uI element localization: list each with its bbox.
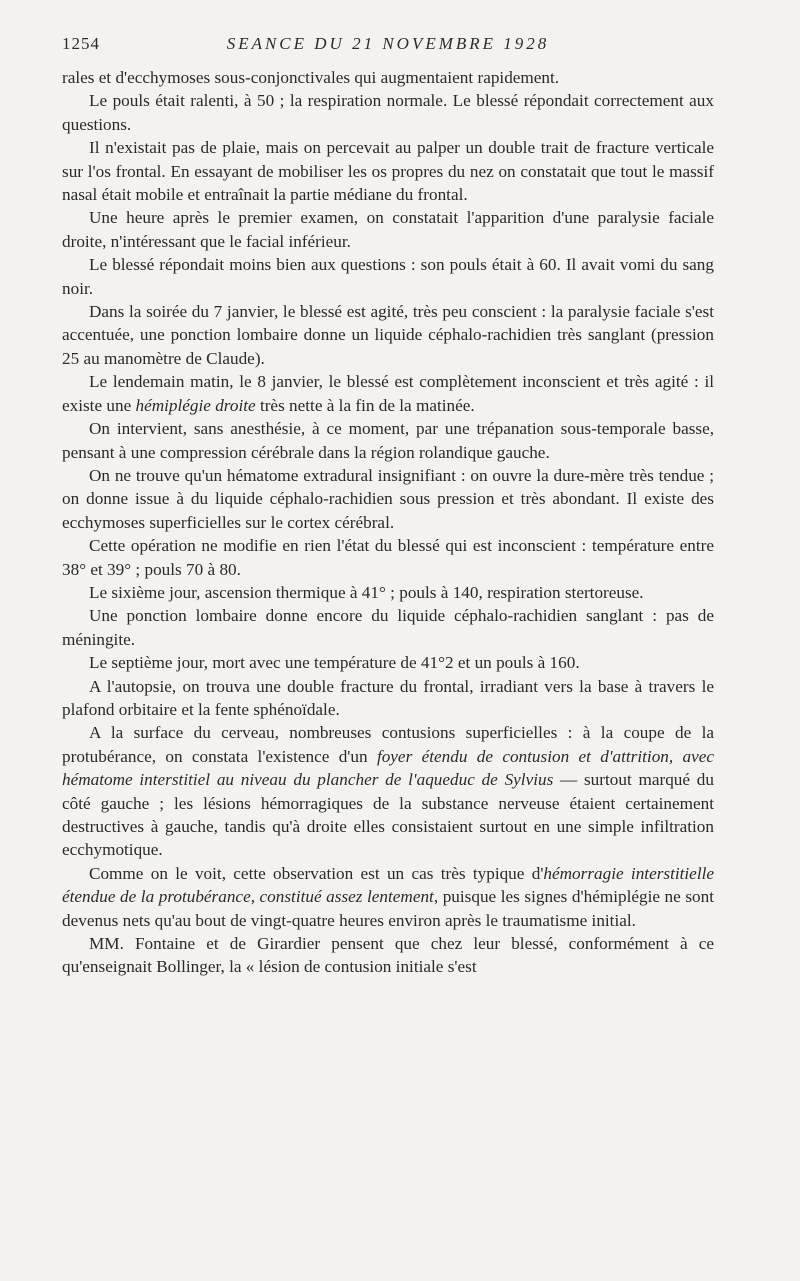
paragraph-text: A l'autopsie, on trouva une double fracture du frontal, irradiant vers la base à travers le plafond orbitaire et la fente sphénoïdale.	[62, 676, 714, 719]
italic-phrase: hémorragie interstitielle étendue de la protubérance, constitué assez lentement	[62, 863, 714, 907]
paragraph-text: Le pouls était ralenti, à 50 ; la respiration normale. Le blessé répondait correctement aux questions.	[62, 91, 714, 134]
italic-phrase: foyer étendu de contusion et d'attrition, avec hématome interstitiel au niveau du plancher de l'aqueduc de Sylvius	[62, 746, 715, 790]
paragraph-text: Cette opération ne modifie en rien l'état du blessé qui est inconscient : température entre 38° et 39° ; pouls 70 à 80.	[62, 536, 714, 579]
paragraph-text: très nette à la fin de la matinée.	[255, 395, 475, 415]
paragraph	[62, 66, 714, 89]
paragraph-text: Le blessé répondait moins bien aux questions : son pouls était à 60. Il avait vomi du sang noir.	[62, 255, 714, 298]
paragraph	[62, 932, 714, 979]
paragraph	[62, 581, 714, 604]
paragraph-text: rales et d'ecchymoses sous-conjonctivales qui augmentaient rapidement.	[62, 68, 560, 87]
paragraph-text: Le sixième jour, ascension thermique à 41° ; pouls à 140, respiration stertoreuse.	[89, 582, 644, 602]
paragraph	[62, 417, 714, 464]
paragraph-text: Une heure après le premier examen, on constatait l'apparition d'une paralysie faciale droite, n'intéressant que le facial inférieur.	[62, 208, 714, 251]
paragraph-text: On ne trouve qu'un hématome extradural insignifiant : on ouvre la dure-mère très tendue ; on donne issue à du liquide céphalo-rachidien sous pression et très abondant. Il existe des ecchymoses superficielles sur le cortex cérébral.	[62, 465, 714, 532]
paragraph	[62, 136, 714, 206]
paragraph-text: A la surface du cerveau, nombreuses contusions superficielles : à la coupe de la protubérance, on constata l'existence d'un	[62, 723, 714, 766]
paragraph	[62, 370, 714, 417]
page-number: 1254	[62, 34, 100, 53]
paragraph	[62, 721, 714, 861]
paragraph	[62, 206, 714, 253]
paragraph	[62, 604, 714, 651]
paragraph-text: Dans la soirée du 7 janvier, le blessé est agité, très peu conscient : la paralysie faciale s'est accentuée, une ponction lombaire donne un liquide céphalo-rachidien très sanglant (pression 25 au manomètre de Claude).	[62, 302, 714, 368]
paragraph-text: Il n'existait pas de plaie, mais on percevait au palper un double trait de fracture verticale sur l'os frontal. En essayant de mobiliser les os propres du nez on constatait que tout le massif nasal était mobile et entraînait la partie médiane du frontal.	[62, 138, 714, 205]
italic-term: hémiplégie droite	[135, 395, 256, 415]
paragraph	[62, 253, 714, 300]
paragraph	[62, 300, 714, 370]
paragraph-text: , puisque les signes d'hémiplégie ne sont devenus nets qu'au bout de vingt-quatre heures environ après le traumatisme initial.	[62, 887, 714, 930]
paragraph-text: Une ponction lombaire donne encore du liquide céphalo-rachidien sanglant : pas de méningite.	[62, 606, 714, 649]
paragraph	[62, 675, 714, 722]
paragraph-text: Le septième jour, mort avec une température de 41°2 et un pouls à 160.	[89, 653, 580, 673]
paragraph-text: — surtout marqué du côté gauche ; les lésions hémorragiques de la substance nerveuse étaient certainement destructives à gauche, tandis qu'à droite elles consistaient surtout en une simple infiltration ecchymotique.	[62, 770, 714, 860]
paragraph	[62, 862, 714, 932]
paragraph-text: On intervient, sans anesthésie, à ce moment, par une trépanation sous-temporale basse, pensant à une compression cérébrale dans la région rolandique gauche.	[62, 419, 714, 462]
paragraph-text: Le lendemain matin, le 8 janvier, le blessé est complètement inconscient et très agité : il existe une	[62, 372, 714, 415]
paragraph	[62, 651, 714, 674]
running-title: SEANCE DU 21 NOVEMBRE 1928	[226, 34, 550, 53]
paragraph-text: MM. Fontaine et de Girardier pensent que chez leur blessé, conformément à ce qu'enseignait Bollinger, la « lésion de contusion initiale s'est	[62, 934, 714, 977]
paragraph-text: Comme on le voit, cette observation est un cas très typique d'	[89, 863, 544, 883]
paragraph	[62, 89, 714, 136]
running-header	[62, 34, 714, 58]
paragraph	[62, 464, 714, 534]
paragraph	[62, 534, 714, 581]
article-body	[62, 66, 714, 979]
